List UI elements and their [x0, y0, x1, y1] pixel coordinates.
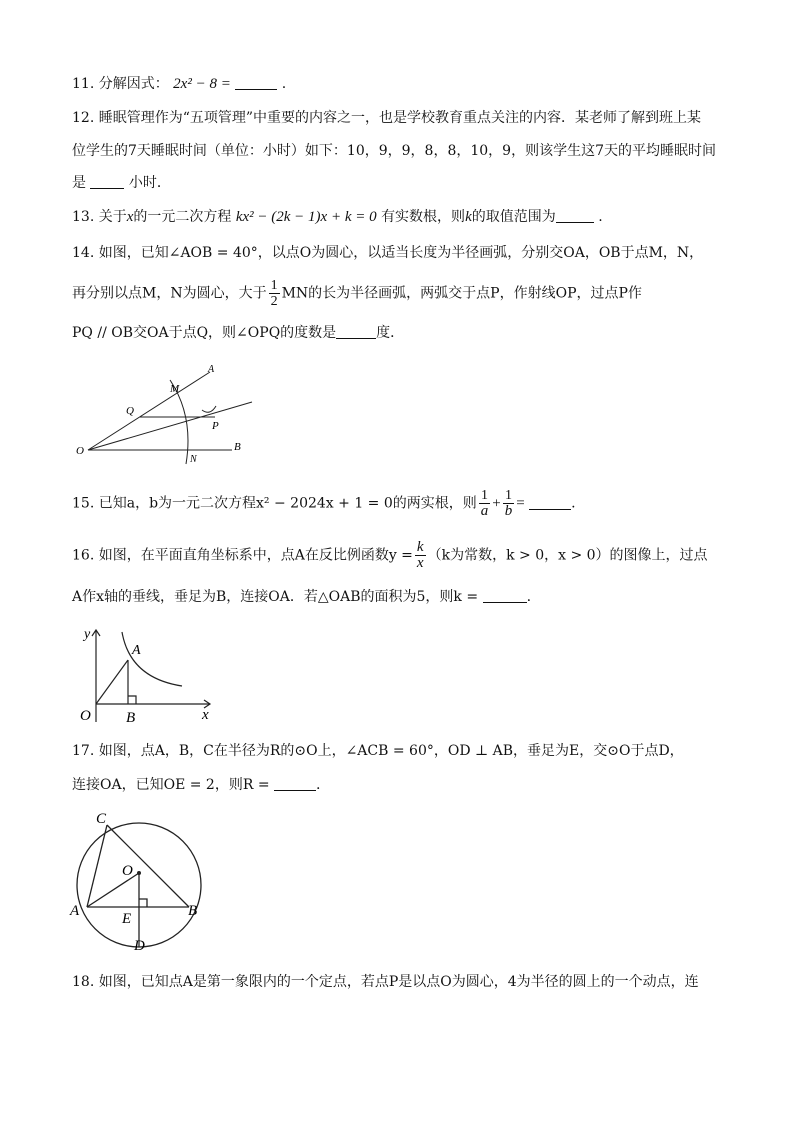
q13-end: .: [598, 209, 603, 225]
q16-number: 16.: [72, 547, 95, 564]
label-b: B: [234, 441, 241, 453]
q15-line: [72, 488, 576, 519]
axis-label-y: y: [84, 627, 91, 642]
q11-number: 11.: [72, 76, 95, 92]
q12-text-line1: 睡眠管理作为“五项管理”中重要的内容之一，也是学校教育重点关注的内容．某老师了解到班上某: [98, 110, 702, 126]
q12-line3: [72, 172, 171, 194]
q15-plus: +: [492, 495, 501, 512]
q14-figure: [70, 360, 270, 470]
q18-text-line1: 如图，已知点A是第一象限内的一个定点，若点P是以点O为圆心，4为半径的圆上的一个动点，连: [98, 974, 699, 990]
q11-answer-blank[interactable]: [235, 75, 277, 90]
q17-answer-blank[interactable]: [274, 776, 316, 791]
label-m: M: [170, 383, 180, 395]
q17-figure: [66, 805, 216, 955]
q13-text-b: 的一元二次方程: [133, 209, 232, 225]
q13-text-c: 有实数根，则: [381, 209, 466, 225]
q16-fraction: [415, 540, 426, 571]
q14-frac-denominator: 2: [270, 294, 278, 309]
label-e: E: [122, 911, 132, 927]
q12-answer-blank[interactable]: [90, 174, 124, 189]
q12-text-line3a: 是: [72, 175, 86, 191]
q17-number: 17.: [72, 743, 95, 759]
label-o: O: [76, 445, 84, 457]
label-q: Q: [126, 405, 134, 417]
q14-text-line2a: 再分别以点M，N为圆心，大于: [72, 285, 267, 302]
q12-line2: 位学生的7天睡眠时间（单位：小时）如下：10，9，9，8，8，10，9，则该学生这7天的平均睡眠时间: [72, 143, 716, 159]
q17-text-line2a: 连接OA，已知OE = 2，则R =: [72, 777, 270, 793]
right-angle-mark: [139, 899, 147, 907]
label-b: B: [188, 903, 198, 919]
q17-text-line1: 如图，点A，B，C在半径为R的⊙O上，∠ACB = 60°，OD ⊥ AB，垂足为E，交⊙O于点D，: [98, 743, 684, 759]
label-c: C: [96, 811, 107, 827]
label-o: O: [80, 708, 91, 724]
q16-text-line1a: 如图，在平面直角坐标系中，点A在反比例函数y =: [98, 547, 413, 564]
right-angle-mark: [128, 696, 136, 704]
q16-text-line2a: A作x轴的垂线，垂足为B，连接OA．若△OAB的面积为5，则k =: [72, 589, 479, 605]
q16-answer-blank[interactable]: [483, 588, 527, 603]
q15-end: .: [571, 495, 576, 512]
label-n: N: [190, 454, 197, 465]
q13-text-a: 关于: [98, 209, 127, 225]
q15-frac1-denominator: a: [480, 503, 489, 519]
q13-text-d: 的取值范围为: [471, 209, 556, 225]
q17-line2: [72, 774, 320, 796]
segment-ca: [87, 825, 107, 907]
q15-equals: =: [516, 495, 525, 512]
q14-text-line3a: PQ // OB交OA于点Q，则∠OPQ的度数是: [72, 325, 337, 341]
q14-half-fraction: [269, 278, 280, 309]
q11-end: .: [281, 76, 287, 92]
q12-line1: [72, 107, 701, 129]
q13-equation: kx² − (2k − 1)x + k = 0: [235, 209, 377, 225]
q18-number: 18.: [72, 974, 95, 990]
q15-number: 15.: [72, 495, 95, 512]
ray-oa: [88, 372, 210, 450]
q14-text-line1: 如图，已知∠AOB = 40°，以点O为圆心，以适当长度为半径画弧，分别交OA，OB于点M，N，: [98, 245, 704, 261]
q14-text-line3b: 度．: [376, 325, 405, 341]
label-a: A: [70, 903, 80, 919]
q14-number: 14.: [72, 245, 95, 261]
q13-x: x: [126, 209, 134, 225]
label-a: A: [132, 643, 141, 658]
q14-line3: [72, 322, 404, 344]
segment-cb: [107, 825, 189, 907]
q15-fraction-2: [503, 488, 515, 519]
q16-frac-denominator: x: [416, 555, 424, 571]
q15-frac1-numerator: 1: [481, 488, 489, 503]
q17-line1: [72, 740, 684, 762]
q16-text-line1b: （k为常数，k > 0，x > 0）的图像上，过点: [427, 547, 708, 564]
segment-oa: [96, 660, 128, 704]
q16-figure: [78, 622, 228, 726]
arc-p: [202, 406, 216, 412]
label-b: B: [126, 710, 136, 726]
q16-end: .: [526, 589, 532, 605]
q12-text-line3b: 小时．: [128, 175, 171, 191]
q13-answer-blank[interactable]: [556, 208, 594, 223]
q15-frac2-numerator: 1: [504, 488, 512, 503]
q11-text: 分解因式：: [98, 76, 169, 92]
q18-line1: [72, 971, 699, 993]
q16-line2: [72, 586, 531, 608]
label-o: O: [122, 863, 133, 879]
q11-expression: 2x² − 8 =: [173, 76, 231, 92]
q14-line2: [72, 278, 642, 309]
q15-answer-blank[interactable]: [529, 495, 571, 510]
q12-number: 12.: [72, 110, 95, 126]
q13-k: k: [465, 209, 472, 225]
q15-fraction-1: [479, 488, 491, 519]
ray-op: [88, 402, 252, 450]
q16-frac-numerator: k: [416, 539, 424, 555]
center-dot: [137, 871, 141, 875]
q13-line: [72, 206, 603, 228]
q13-number: 13.: [72, 209, 95, 225]
label-d: D: [134, 938, 145, 954]
label-a: A: [208, 364, 215, 375]
q14-frac-numerator: 1: [270, 278, 278, 293]
label-p: P: [212, 420, 219, 432]
q14-answer-blank[interactable]: [336, 324, 376, 339]
q14-text-line2b: MN的长为半径画弧，两弧交于点P，作射线OP，过点P作: [281, 285, 642, 302]
q11-line: [72, 73, 286, 95]
axis-label-x: x: [202, 707, 209, 723]
q15-text: 已知a，b为一元二次方程x² − 2024x + 1 = 0的两实根，则: [98, 495, 477, 512]
q16-line1: [72, 540, 708, 571]
hyperbola-curve: [122, 632, 182, 686]
q15-frac2-denominator: b: [504, 503, 513, 519]
q14-line1: [72, 242, 703, 264]
q17-end: .: [316, 777, 321, 793]
